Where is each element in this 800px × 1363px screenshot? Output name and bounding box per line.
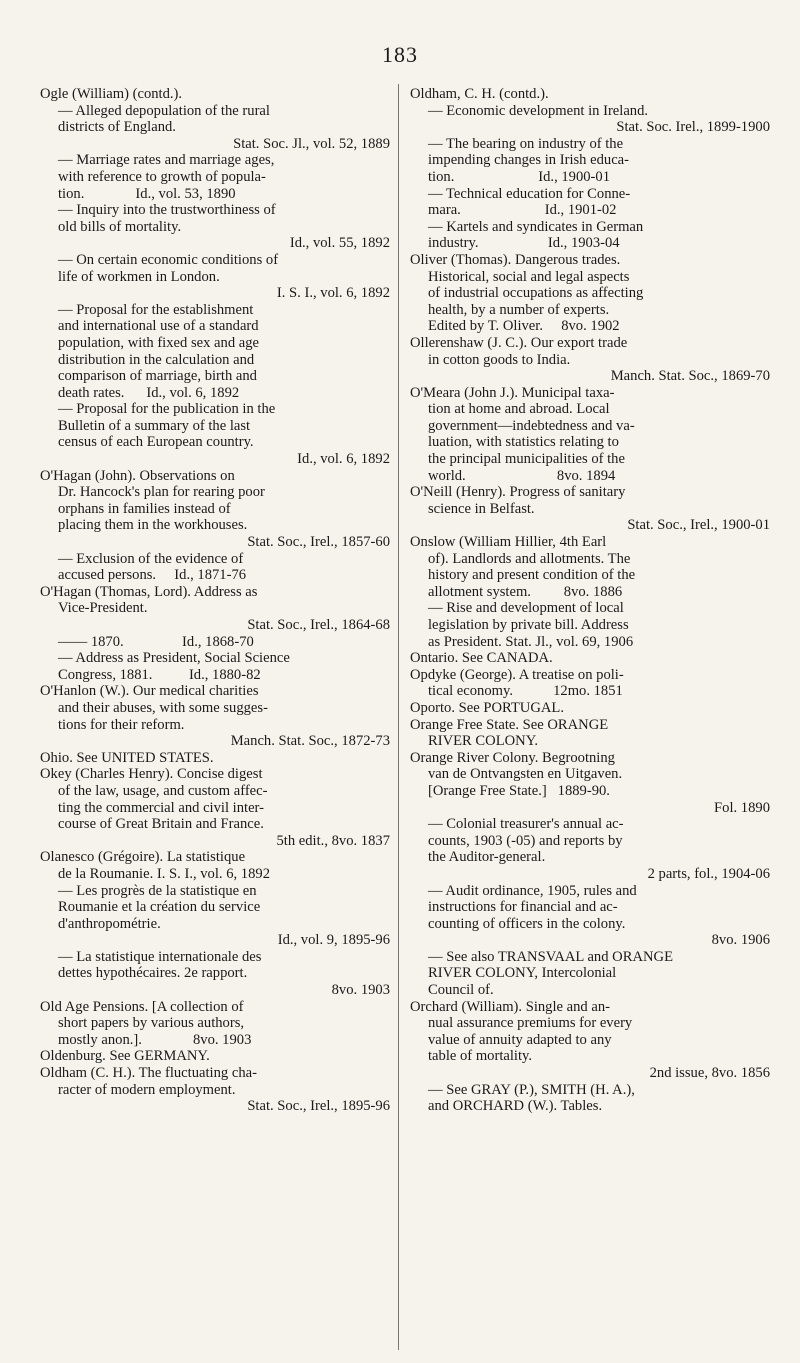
entry-list	[410, 86, 770, 1115]
entry-line: Roumanie et la création du service	[58, 899, 261, 916]
entry-line: Id., vol. 6, 1892	[297, 451, 390, 468]
entry-line: Oldenburg. See GERMANY.	[40, 1048, 210, 1065]
entry-list	[40, 86, 390, 1115]
entry-line: 8vo. 1906	[711, 932, 770, 949]
entry-line: distribution in the calculation and	[58, 351, 255, 368]
entry-line: Stat. Soc., Irel., 1900-01	[627, 517, 770, 534]
entry-line: — Proposal for the publication in the	[58, 401, 276, 418]
entry-line: with reference to growth of popula-	[58, 168, 266, 185]
entry-line: O'Hagan (Thomas, Lord). Address as	[40, 583, 258, 600]
entry-line: death rates. Id., vol. 6, 1892	[58, 384, 240, 401]
right-column	[410, 86, 770, 1115]
entry-line: and ORCHARD (W.). Tables.	[428, 1098, 603, 1115]
entry-line: 5th edit., 8vo. 1837	[276, 832, 390, 849]
entry-line: Orange Free State. See ORANGE	[410, 716, 609, 733]
entry-line: Congress, 1881. Id., 1880-82	[58, 666, 261, 683]
entry-line: Ollerenshaw (J. C.). Our export trade	[410, 334, 628, 351]
entry-line: accused persons. Id., 1871-76	[58, 567, 247, 584]
entry-line: RIVER COLONY.	[428, 733, 539, 750]
entry-line: of industrial occupations as affecting	[428, 285, 644, 302]
entry-line: I. S. I., vol. 6, 1892	[276, 285, 390, 302]
entry-line: industry. Id., 1903-04	[428, 235, 620, 252]
entry-line: tical economy. 12mo. 1851	[428, 683, 623, 700]
entry-line: health, by a number of experts.	[428, 301, 610, 318]
entry-line: Okey (Charles Henry). Concise digest	[40, 766, 263, 783]
entry-line: Orange River Colony. Begrootning	[410, 749, 615, 766]
entry-line: as President. Stat. Jl., vol. 69, 1906	[428, 633, 634, 650]
entry-line: O'Meara (John J.). Municipal taxa-	[410, 384, 615, 401]
entry-line: Ohio. See UNITED STATES.	[40, 749, 214, 766]
entry-line: placing them in the workhouses.	[58, 517, 248, 534]
entry-line: dettes hypothécaires. 2e rapport.	[58, 965, 248, 982]
entry-line: Oldham, C. H. (contd.).	[410, 86, 549, 102]
entry-line: instructions for financial and ac-	[428, 899, 618, 916]
entry-line: Oporto. See PORTUGAL.	[410, 699, 564, 716]
entry-line: Ontario. See CANADA.	[410, 650, 553, 667]
entry-line: Onslow (William Hillier, 4th Earl	[410, 534, 607, 551]
entry-line: Stat. Soc., Irel., 1857-60	[247, 534, 390, 551]
entry-line: and international use of a standard	[58, 318, 259, 335]
entry-line: impending changes in Irish educa-	[428, 152, 630, 169]
entry-line: — The bearing on industry of the	[428, 135, 624, 152]
entry-line: Orchard (William). Single and an-	[410, 998, 611, 1015]
entry-line: Stat. Soc. Irel., 1899-1900	[616, 119, 770, 136]
entry-line: Historical, social and legal aspects	[428, 268, 630, 285]
entry-line: government—indebtedness and va-	[428, 417, 635, 434]
entry-line: — Rise and development of local	[428, 600, 624, 617]
entry-line: course of Great Britain and France.	[58, 816, 264, 833]
entry-line: old bills of mortality.	[58, 218, 182, 235]
entry-line: — Exclusion of the evidence of	[58, 550, 244, 567]
entry-line: the Auditor-general.	[428, 849, 546, 866]
entry-line: — Kartels and syndicates in German	[428, 218, 644, 235]
entry-line: ting the commercial and civil inter-	[58, 799, 264, 816]
entry-line: life of workmen in London.	[58, 268, 220, 285]
entry-line: O'Hagan (John). Observations on	[40, 467, 235, 484]
entry-line: RIVER COLONY, Intercolonial	[428, 965, 617, 982]
entry-line: orphans in families instead of	[58, 500, 231, 517]
entry-line: — See also TRANSVAAL and ORANGE	[428, 948, 673, 965]
entry-line: racter of modern employment.	[58, 1081, 236, 1098]
entry-line: — Audit ordinance, 1905, rules and	[428, 882, 637, 899]
left-column	[40, 86, 390, 1115]
entry-line: d'anthropométrie.	[58, 915, 161, 932]
entry-line: value of annuity adapted to any	[428, 1031, 612, 1048]
entry-line: history and present condition of the	[428, 567, 636, 584]
entry-line: Edited by T. Oliver. 8vo. 1902	[428, 318, 620, 335]
entry-line: O'Hanlon (W.). Our medical charities	[40, 683, 259, 700]
entry-line: districts of England.	[58, 119, 176, 136]
entry-line: Oldham (C. H.). The fluctuating cha-	[40, 1065, 257, 1082]
entry-line: 2nd issue, 8vo. 1856	[649, 1065, 770, 1082]
entry-line: — Technical education for Conne-	[428, 185, 631, 202]
entry-line: 8vo. 1903	[331, 982, 390, 999]
entry-line: tion. Id., 1900-01	[428, 168, 611, 185]
entry-line: Id., vol. 55, 1892	[289, 235, 390, 252]
entry-line: — Colonial treasurer's annual ac-	[428, 816, 624, 833]
entry-line: Id., vol. 9, 1895-96	[277, 932, 390, 949]
entry-line: the principal municipalities of the	[428, 451, 625, 468]
entry-line: Stat. Soc., Irel., 1895-96	[247, 1098, 390, 1115]
entry-line: of). Landlords and allotments. The	[428, 550, 631, 567]
entry-line: O'Neill (Henry). Progress of sanitary	[410, 484, 626, 501]
entry-line: 2 parts, fol., 1904-06	[647, 865, 770, 882]
entry-line: Manch. Stat. Soc., 1869-70	[610, 368, 770, 385]
page-number: 183	[382, 42, 418, 67]
entry-line: de la Roumanie. I. S. I., vol. 6, 1892	[58, 865, 270, 882]
column-divider	[398, 84, 399, 1350]
entry-line: tion at home and abroad. Local	[428, 401, 610, 418]
entry-line: — Les progrès de la statistique en	[58, 882, 257, 899]
entry-line: — Alleged depopulation of the rural	[58, 102, 270, 119]
entry-line: tions for their reform.	[58, 716, 185, 733]
entry-line: Dr. Hancock's plan for rearing poor	[58, 484, 265, 501]
entry-line: mostly anon.]. 8vo. 1903	[58, 1031, 252, 1048]
entry-line: van de Ontvangsten en Uitgaven.	[428, 766, 623, 783]
entry-line: population, with fixed sex and age	[58, 334, 260, 351]
entry-line: in cotton goods to India.	[428, 351, 571, 368]
entry-line: — See GRAY (P.), SMITH (H. A.),	[428, 1081, 635, 1098]
entry-line: and their abuses, with some sugges-	[58, 699, 268, 716]
entry-line: Oliver (Thomas). Dangerous trades.	[410, 251, 621, 268]
entry-line: Old Age Pensions. [A collection of	[40, 998, 244, 1015]
entry-line: legislation by private bill. Address	[428, 617, 629, 633]
entry-line: table of mortality.	[428, 1048, 533, 1065]
entry-line: allotment system. 8vo. 1886	[428, 583, 623, 600]
entry-line: nual assurance premiums for every	[428, 1015, 633, 1032]
entry-line: census of each European country.	[58, 434, 254, 451]
entry-line: counts, 1903 (-05) and reports by	[428, 832, 623, 849]
entry-line: —— 1870. Id., 1868-70	[58, 633, 254, 650]
entry-line: Opdyke (George). A treatise on poli-	[410, 666, 624, 683]
entry-line: Stat. Soc., Irel., 1864-68	[247, 617, 390, 633]
entry-line: — On certain economic conditions of	[58, 251, 279, 268]
entry-line: mara. Id., 1901-02	[428, 202, 617, 219]
entry-line: Manch. Stat. Soc., 1872-73	[230, 733, 390, 750]
entry-line: luation, with statistics relating to	[428, 434, 619, 451]
entry-line: of the law, usage, and custom affec-	[58, 782, 268, 799]
entry-line: — Inquiry into the trustworthiness of	[58, 202, 276, 219]
entry-line: counting of officers in the colony.	[428, 915, 626, 932]
entry-line: — Address as President, Social Science	[58, 650, 290, 667]
entry-line: — Economic development in Ireland.	[428, 102, 649, 119]
entry-line: Stat. Soc. Jl., vol. 52, 1889	[233, 135, 390, 152]
entry-line: Bulletin of a summary of the last	[58, 417, 251, 434]
entry-line: short papers by various authors,	[58, 1015, 245, 1032]
entry-line: — Proposal for the establishment	[58, 301, 254, 318]
entry-line: comparison of marriage, birth and	[58, 368, 257, 385]
entry-line: Ogle (William) (contd.).	[40, 86, 183, 102]
entry-line: Council of.	[428, 982, 494, 999]
entry-line: [Orange Free State.] 1889-90.	[428, 782, 610, 799]
entry-line: — La statistique internationale des	[58, 948, 262, 965]
entry-line: tion. Id., vol. 53, 1890	[58, 185, 236, 202]
entry-line: Olanesco (Grégoire). La statistique	[40, 849, 246, 866]
entry-line: Vice-President.	[58, 600, 148, 617]
entry-line: world. 8vo. 1894	[428, 467, 616, 484]
entry-line: Fol. 1890	[714, 799, 770, 816]
entry-line: — Marriage rates and marriage ages,	[58, 152, 275, 169]
entry-line: science in Belfast.	[428, 500, 535, 517]
